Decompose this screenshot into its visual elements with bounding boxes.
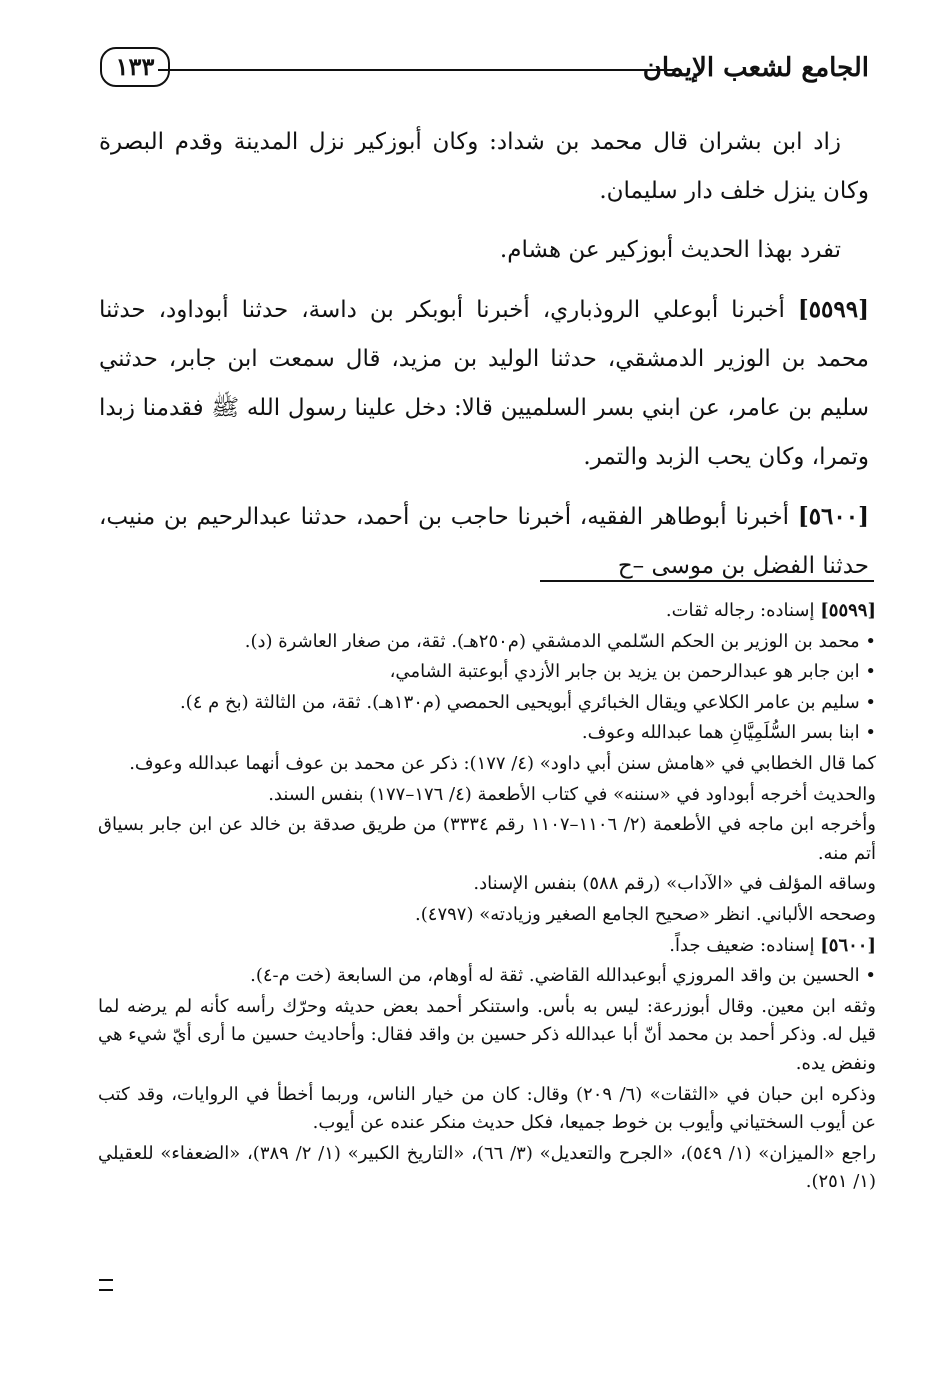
narrator-note: • ابن جابر هو عبدالرحمن بن يزيد بن جابر الأزدي أبوعتبة الشامي، xyxy=(98,658,876,687)
footnote-heading-text: إسناده: ضعيف جداً. xyxy=(669,934,815,956)
footnote-heading xyxy=(98,932,876,961)
footnote-paragraph: وساقه المؤلف في «الآداب» (رقم ٥٨٨) بنفس الإسناد. xyxy=(473,873,876,895)
footnote-paragraph: وثقه ابن معين. وقال أبوزرعة: ليس به بأس. واستنكر أحمد بعض حديثه وحرّك رأسه كأنه لم يرضه لما قيل له. وذكر أحمد بن محمد أنّ أبا عبدالله ذكر حسين بن واقد فقال: وأحاديث حسين ما أرى أيّ شيء هي ونفض يده. xyxy=(98,995,876,1074)
hadith-number: [٥٦٠٠] xyxy=(797,503,870,530)
hadith-text: أخبرنا أبوطاهر الفقيه، أخبرنا حاجب بن أحمد، حدثنا عبدالرحيم بن منيب، حدثنا الفضل بن موسى –ح xyxy=(99,504,869,579)
main-paragraph: زاد ابن بشران قال محمد بن شداد: وكان أبوزكير نزل المدينة وقدم البصرة وكان ينزل خلف دار سليمان. xyxy=(99,129,869,204)
hadith-text: أخبرنا أبوعلي الروذباري، أخبرنا أبوبكر بن داسة، حدثنا أبوداود، حدثنا محمد بن الوزير الدمشقي، حدثنا الوليد بن مزيد، قال سمعت ابن جابر، حدثني سليم بن عامر، عن ابني بسر السلميين قالا: دخل علينا رسول الله ﷺ فقدمنا زبدا وتمرا، وكان يحب الزبد والتمر. xyxy=(99,297,869,470)
main-paragraph: تفرد بهذا الحديث أبوزكير عن هشام. xyxy=(499,237,841,263)
narrator-note: • الحسين بن واقد المروزي أبوعبدالله القاضي. ثقة له أوهام، من السابعة (خت م-٤). xyxy=(98,962,876,991)
footnote-heading-text: إسناده: رجاله ثقات. xyxy=(665,600,815,621)
footnotes xyxy=(98,597,876,1199)
hadith-number: [٥٥٩٩] xyxy=(797,296,870,323)
footnote-paragraph: وذكره ابن حبان في «الثقات» (٦/ ٢٠٩) وقال: كان من خيار الناس، وربما أخطأ في الروايات، وقد كتب عن أيوب السختياني وأيوب بن خوط جميعا، فكل حديث منكر عنده عن أيوب. xyxy=(98,1083,876,1134)
footnote-paragraph: راجع «الميزان» (١/ ٥٤٩)، «الجرح والتعديل» (٣/ ٦٦)، «التاريخ الكبير» (١/ ٢/ ٣٨٩)، «الضعفاء» للعقيلي (١/ ٢٥١). xyxy=(98,1142,876,1193)
footnote-separator xyxy=(540,580,874,582)
header-rule xyxy=(158,69,681,71)
narrator-note: • سليم بن عامر الكلاعي ويقال الخبائري أبويحيى الحمصي (م١٣٠هـ). ثقة، من الثالثة (بخ م ٤). xyxy=(98,689,876,718)
hadith-5600 xyxy=(99,492,869,591)
footnote-paragraph: والحديث أخرجه أبوداود في «سننه» في كتاب الأطعمة (٤/ ١٧٦–١٧٧) بنفس السند. xyxy=(268,783,876,805)
footnote-number: [٥٦٠٠] xyxy=(820,934,876,956)
hadith-5599 xyxy=(99,285,869,482)
narrator-note: • محمد بن الوزير بن الحكم السّلمي الدمشقي (م٢٥٠هـ). ثقة، من صغار العاشرة (د). xyxy=(98,628,876,657)
page-number: ١٣٣ xyxy=(100,47,170,87)
main-text xyxy=(99,118,869,601)
footnote-paragraph: وصححه الألباني. انظر «صحيح الجامع الصغير وزيادته» (٤٧٩٧). xyxy=(415,903,876,925)
continuation-mark xyxy=(99,1279,113,1291)
footnote-number: [٥٥٩٩] xyxy=(820,600,876,621)
narrator-note: • ابنا بسر السُّلَمِيَّانِ هما عبدالله وعوف. xyxy=(98,719,876,748)
footnote-heading xyxy=(98,597,876,626)
footnote-paragraph: وأخرجه ابن ماجه في الأطعمة (٢/ ١١٠٦–١١٠٧ رقم ٣٣٣٤) من طريق صدقة بن خالد عن ابن جابر بسياق أتم منه. xyxy=(98,814,876,864)
running-title: الجامع لشعب الإيمان xyxy=(642,53,869,83)
footnote-paragraph: كما قال الخطابي في «هامش سنن أبي داود» (٤/ ١٧٧): ذكر عن محمد بن عوف أنهما عبدالله وعوف. xyxy=(129,752,876,774)
